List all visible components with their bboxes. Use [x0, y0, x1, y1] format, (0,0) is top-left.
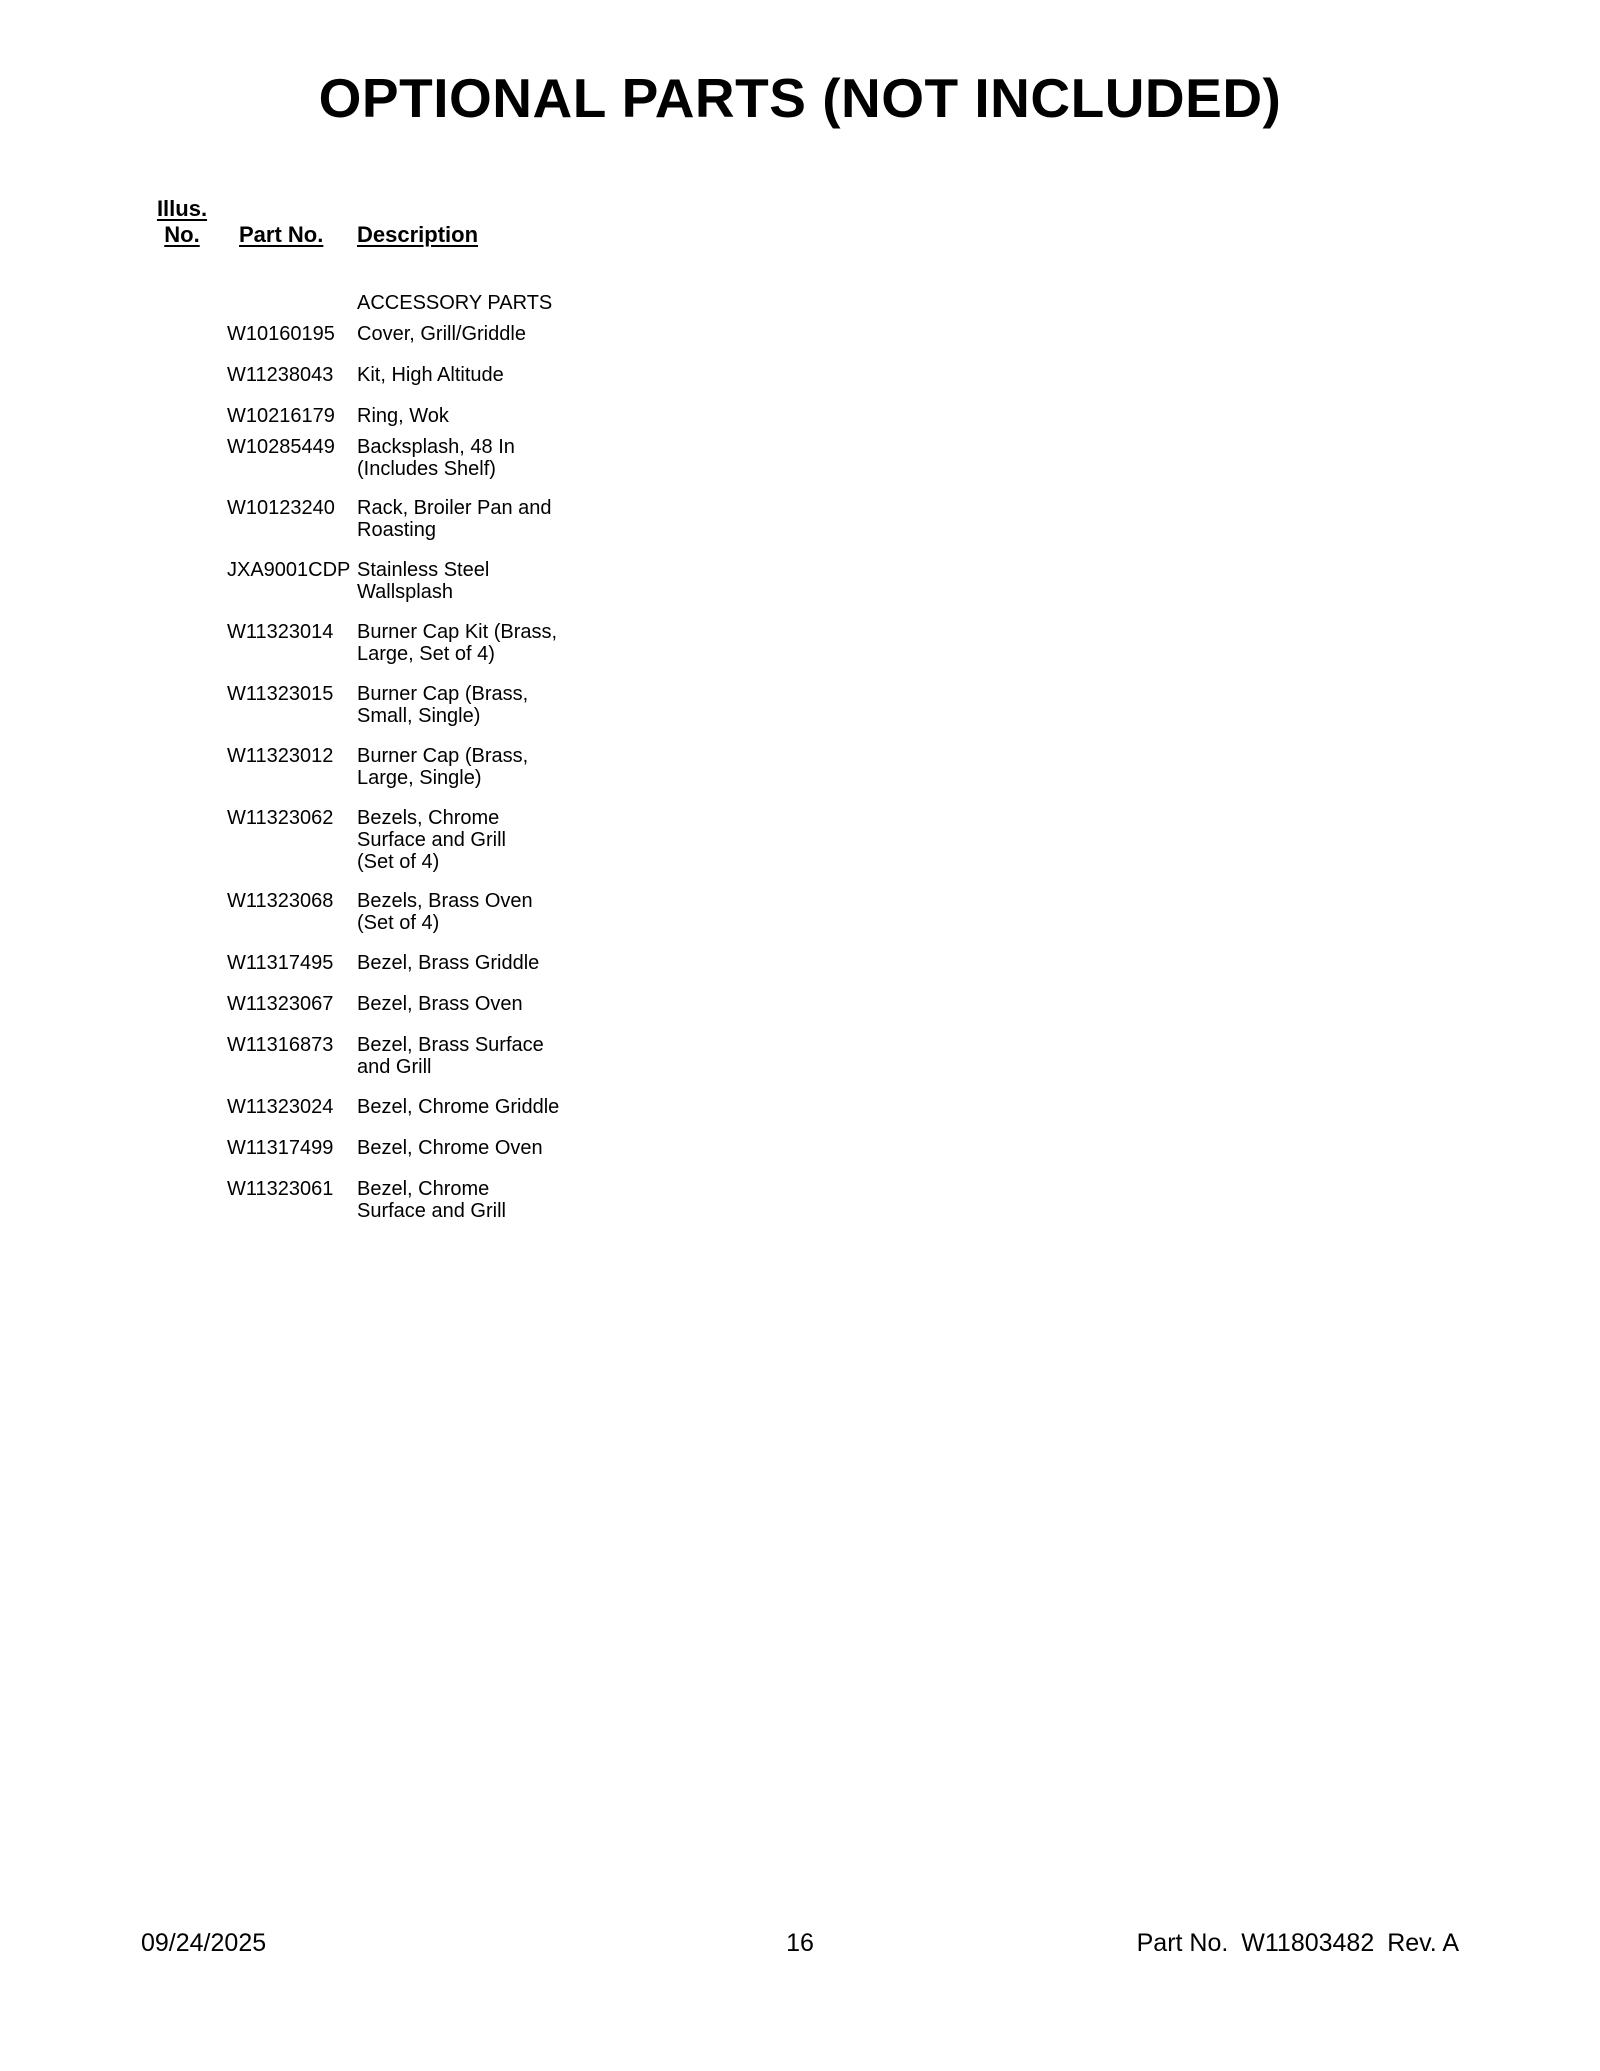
part-description: Stainless Steel Wallsplash [357, 559, 490, 603]
part-number: W11323062 [227, 807, 334, 829]
part-description: Bezel, Brass Surface and Grill [357, 1034, 544, 1078]
part-description: Ring, Wok [357, 405, 449, 427]
description-header: Description [357, 222, 479, 247]
illus-header-line1: Illus. [156, 196, 208, 221]
part-description: Backsplash, 48 In (Includes Shelf) [357, 436, 515, 480]
part-number: W11323015 [227, 683, 334, 705]
footer-part-number: W11803482 [1241, 1929, 1375, 1957]
part-number: JXA9001CDP [227, 559, 351, 581]
illus-header-line2: No. [164, 222, 200, 247]
footer-date: 09/24/2025 [141, 1929, 267, 1957]
part-number: W11323061 [227, 1178, 334, 1200]
part-number: W11317495 [227, 952, 334, 974]
part-description: Bezels, Chrome Surface and Grill (Set of 4) [357, 807, 506, 873]
part-description: Bezel, Chrome Oven [357, 1137, 543, 1159]
part-description: Burner Cap (Brass, Large, Single) [357, 745, 529, 789]
part-description: Burner Cap Kit (Brass, Large, Set of 4) [357, 621, 558, 665]
part-number: W10160195 [227, 323, 335, 345]
footer-part-label: Part No. [1136, 1929, 1229, 1957]
part-number: W11323012 [227, 745, 334, 767]
part-number: W11323067 [227, 993, 334, 1015]
page-title: OPTIONAL PARTS (NOT INCLUDED) [318, 67, 1282, 129]
part-description: Rack, Broiler Pan and Roasting [357, 497, 552, 541]
part-number: W11323024 [227, 1096, 334, 1118]
part-number: W11317499 [227, 1137, 334, 1159]
part-no-header: Part No. [239, 222, 324, 247]
part-description: Bezel, Brass Oven [357, 993, 523, 1015]
part-number: W11323068 [227, 890, 334, 912]
part-description: Bezel, Brass Griddle [357, 952, 540, 974]
part-description: Burner Cap (Brass, Small, Single) [357, 683, 529, 727]
part-description: Bezel, Chrome Surface and Grill [357, 1178, 506, 1222]
section-label: ACCESSORY PARTS [357, 292, 553, 314]
part-number: W10285449 [227, 436, 335, 458]
part-description: Cover, Grill/Griddle [357, 323, 526, 345]
part-description: Bezel, Chrome Griddle [357, 1096, 560, 1118]
part-number: W10123240 [227, 497, 335, 519]
document-part-number [1131, 1928, 1459, 1958]
part-number: W11323014 [227, 621, 334, 643]
part-number: W11238043 [227, 364, 334, 386]
part-description: Bezels, Brass Oven (Set of 4) [357, 890, 533, 934]
part-number: W10216179 [227, 405, 335, 427]
part-description: Kit, High Altitude [357, 364, 504, 386]
illus-no-header [154, 196, 210, 248]
page-number: 16 [786, 1929, 814, 1957]
footer-revision: Rev. A [1387, 1929, 1459, 1957]
part-number: W11316873 [227, 1034, 334, 1056]
